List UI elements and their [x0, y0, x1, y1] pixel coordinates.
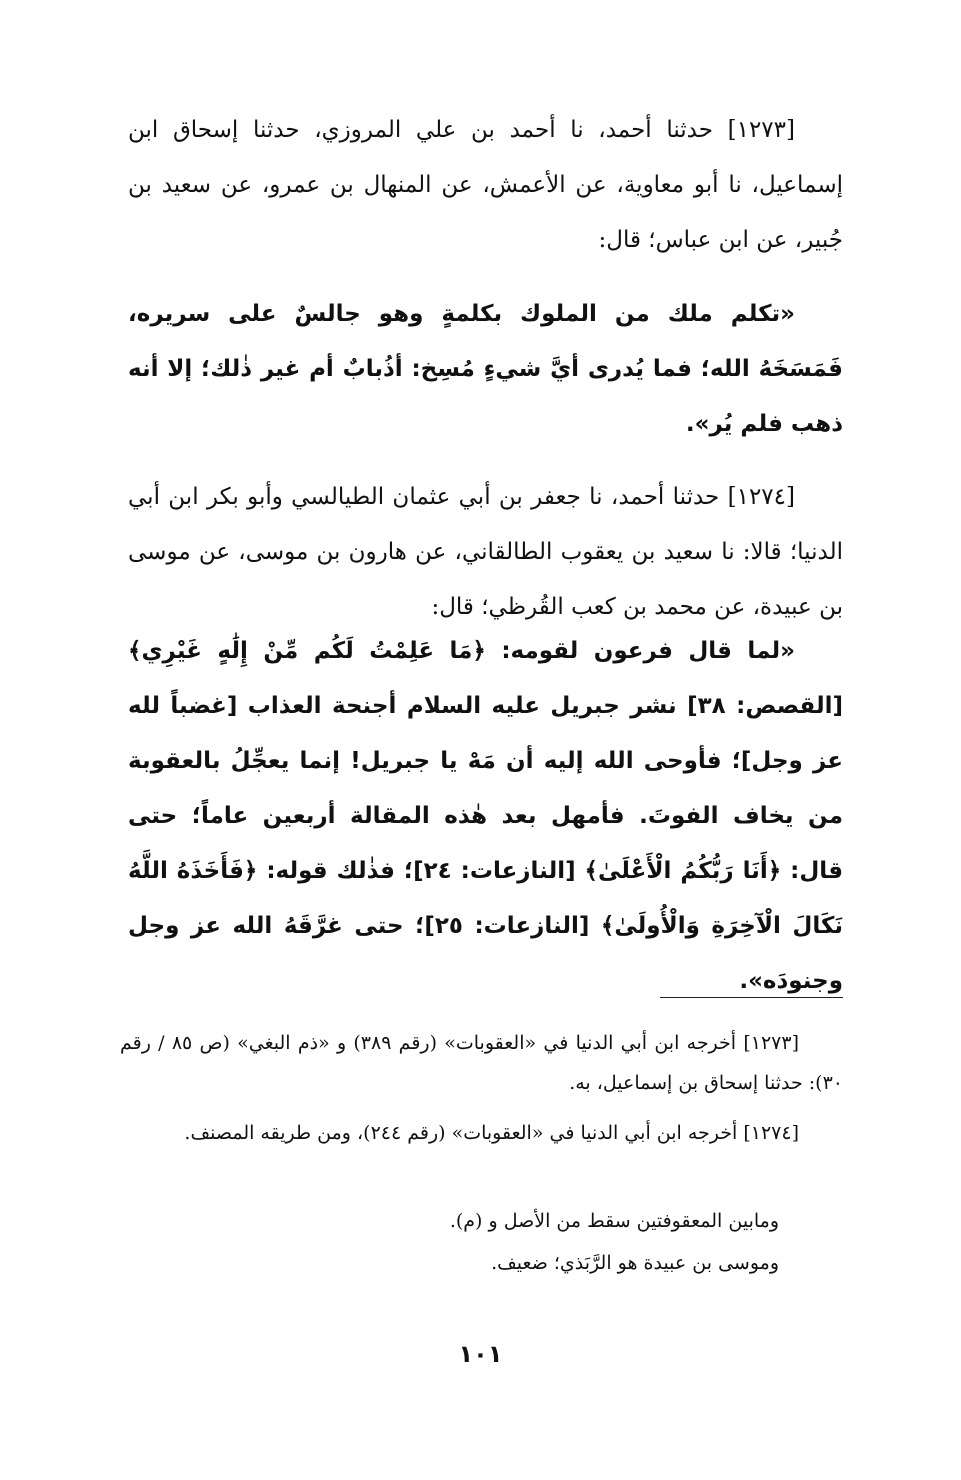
footnote-divider [660, 997, 843, 998]
hadith-1274-text: «لما قال فرعون لقومه: ﴿مَا عَلِمْتُ لَكُم مِّنْ إِلَٰهٍ غَيْرِي﴾ [القصص: ٣٨] نشر جبريل عليه السلام أجنحة العذاب [غضباً لله عز وجل]؛ فأوحى الله إليه أن مَهْ يا جبريل! إنما يعجِّلُ بالعقوبة من يخاف الفوتَ. فأمهل بعد هٰذه المقالة أربعين عاماً؛ حتى قال: ﴿أَنَا رَبُّكُمُ الْأَعْلَىٰ﴾ [النازعات: ٢٤]؛ فذٰلك قوله: ﴿فَأَخَذَهُ اللَّهُ نَكَالَ الْآخِرَةِ وَالْأُولَىٰ﴾ [النازعات: ٢٥]؛ حتى غرَّقَهُ الله عز وجل وجنودَه». [128, 638, 844, 994]
footnote-1273: [١٢٧٣] أخرجه ابن أبي الدنيا في «العقوبات» (رقم ٣٨٩) و «ذم البغي» (ص ٨٥ / رقم ٣٠): حدثنا إسحاق بن إسماعيل، به. [120, 1032, 843, 1094]
hadith-1273-text: «تكلم ملك من الملوك بكلمةٍ وهو جالسٌ على سريره، فَمَسَخَهُ الله؛ فما يُدرى أيَّ شيءٍ مُسِخ: أذُبابٌ أم غير ذٰلك؛ إلا أنه ذهب فلم يُر». [128, 301, 843, 437]
footnote-1274: [١٢٧٤] أخرجه ابن أبي الدنيا في «العقوبات» (رقم ٢٤٤)، ومن طريقه المصنف. [184, 1122, 799, 1144]
hadith-1273-chain: [١٢٧٣] حدثنا أحمد، نا أحمد بن علي المروزي، حدثنا إسحاق ابن إسماعيل، نا أبو معاوية، عن الأعمش، عن المنهال بن عمرو، عن سعيد بن جُبير، عن ابن عباس؛ قال: [128, 117, 843, 253]
footnote-1274-note-brackets: ومابين المعقوفتين سقط من الأصل و (م). [449, 1210, 779, 1232]
page-number: ١٠١ [458, 1340, 503, 1368]
hadith-1274-chain: [١٢٧٤] حدثنا أحمد، نا جعفر بن أبي عثمان الطيالسي وأبو بكر ابن أبي الدنيا؛ قالا: نا سعيد بن يعقوب الطالقاني، عن هارون بن موسى، عن موسى بن عبيدة، عن محمد بن كعب القُرظي؛ قال: [128, 484, 843, 620]
footnote-1274-note-narrator: وموسى بن عبيدة هو الرَّبَذي؛ ضعيف. [491, 1252, 779, 1274]
